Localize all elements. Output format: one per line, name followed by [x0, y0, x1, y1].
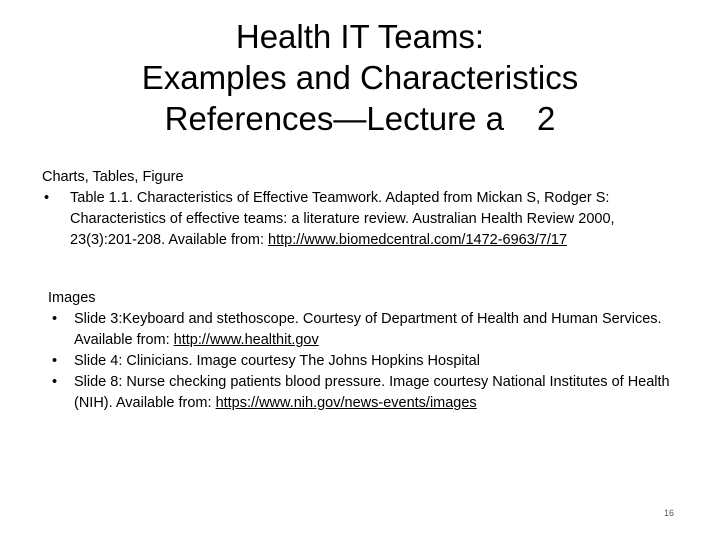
slide-title — [0, 16, 720, 139]
bullet-icon: • — [52, 374, 58, 390]
reference-text: Slide 8: Nurse checking patients blood pressure. Image courtesy National Institutes of Health (NIH). Available from: — [74, 374, 670, 411]
title-line-1: Health IT Teams: — [235, 18, 485, 55]
page-number: 16 — [664, 508, 675, 518]
reference-item-table-1-1 — [42, 188, 682, 251]
reference-item-slide-8 — [48, 372, 688, 414]
section-heading-charts: Charts, Tables, Figure — [42, 169, 184, 185]
reference-text: Slide 3:Keyboard and stethoscope. Courtesy of Department of Health and Human Services. Available from: — [74, 311, 662, 348]
bullet-icon: • — [44, 190, 50, 206]
reference-link-healthit[interactable]: http://www.healthit.gov — [173, 332, 319, 348]
reference-text: Table 1.1. Characteristics of Effective Teamwork. Adapted from Mickan S, Rodger S: Characteristics of effective teams: a literature review. Australian Health Review 2000, 23(3):201-208. Available from: — [70, 190, 615, 248]
bullet-icon: • — [52, 353, 58, 369]
reference-item-slide-4 — [48, 351, 688, 372]
bullet-icon: • — [52, 311, 58, 327]
reference-link-biomedcentral[interactable]: http://www.biomedcentral.com/1472-6963/7/17 — [268, 232, 568, 248]
reference-item-slide-3 — [48, 309, 688, 351]
title-line-2: Examples and Characteristics — [141, 59, 579, 96]
images-section — [48, 288, 688, 414]
charts-tables-figure-section — [42, 167, 682, 251]
section-heading-images: Images — [48, 290, 96, 306]
title-line-3: References—Lecture a 2 — [164, 100, 556, 137]
reference-link-nih[interactable]: https://www.nih.gov/news-events/images — [215, 395, 477, 411]
reference-text: Slide 4: Clinicians. Image courtesy The Johns Hopkins Hospital — [74, 353, 480, 369]
